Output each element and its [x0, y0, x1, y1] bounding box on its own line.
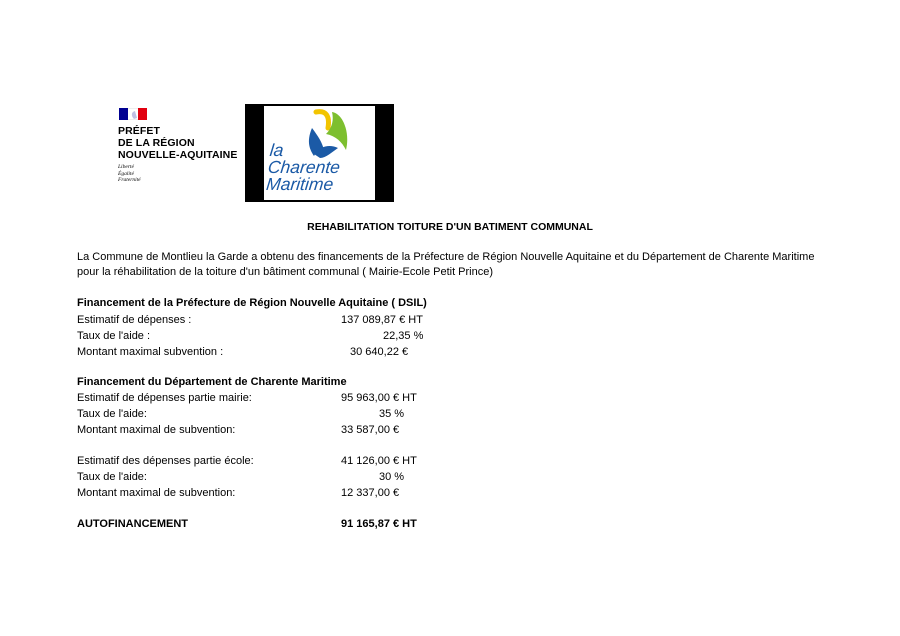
autofinancement-label: AUTOFINANCEMENT [77, 518, 189, 530]
section-prefecture-heading: Financement de la Préfecture de Région Nouvelle Aquitaine ( DSIL) [77, 297, 427, 309]
cm-line-3: Maritime [265, 174, 335, 194]
s2-montant-ecole-value: 12 337,00 € [341, 487, 400, 499]
s1-estimatif-label: Estimatif de dépenses : [77, 314, 192, 326]
prefet-devise [118, 164, 141, 184]
autofinancement-value: 91 165,87 € HT [341, 518, 417, 530]
s2-montant-mairie-label: Montant maximal de subvention: [77, 424, 236, 436]
prefet-logo [113, 104, 241, 204]
charente-maritime-wordmark [265, 142, 342, 193]
prefet-line-3: NOUVELLE-AQUITAINE [118, 149, 238, 161]
s2-estimatif-ecole-label: Estimatif des dépenses partie école: [77, 455, 254, 467]
s1-taux-label: Taux de l'aide : [77, 330, 151, 342]
section-departement-heading: Financement du Département de Charente Maritime [77, 376, 347, 388]
s1-montant-label: Montant maximal subvention : [77, 346, 224, 358]
prefet-line-1: PRÉFET [118, 125, 161, 137]
devise-egalite: Égalité [118, 170, 134, 177]
s2-taux-ecole-value: 30 % [379, 471, 405, 483]
s2-montant-ecole-label: Montant maximal de subvention: [77, 487, 236, 499]
charente-maritime-logo [245, 104, 394, 202]
document-title: REHABILITATION TOITURE D'UN BATIMENT COMMUNAL [307, 221, 593, 233]
cm-line-2: Charente [267, 157, 342, 177]
s2-estimatif-mairie-value: 95 963,00 € HT [341, 392, 417, 404]
french-flag-icon [119, 108, 147, 120]
s1-montant-value: 30 640,22 € [350, 346, 409, 358]
s2-montant-mairie-value: 33 587,00 € [341, 424, 400, 436]
cm-line-1: la [268, 140, 285, 160]
s1-taux-value: 22,35 % [383, 330, 424, 342]
prefet-line-2: DE LA RÉGION [118, 137, 195, 149]
s2-estimatif-ecole-value: 41 126,00 € HT [341, 455, 417, 467]
s2-taux-mairie-value: 35 % [379, 408, 405, 420]
devise-fraternite: Fraternité [118, 177, 141, 183]
s2-taux-ecole-label: Taux de l'aide: [77, 471, 147, 483]
prefet-title [118, 125, 237, 161]
intro-paragraph: La Commune de Montlieu la Garde a obtenu des financements de la Préfecture de Région Nouvelle Aquitaine et du Département de Charente Maritime pour la réhabilitation de la toiture d'un bâtiment communal ( Mairie-Ecole Petit Prince) [77, 251, 815, 278]
s2-taux-mairie-label: Taux de l'aide: [77, 408, 147, 420]
s2-estimatif-mairie-label: Estimatif de dépenses partie mairie: [77, 392, 252, 404]
devise-liberte: Liberté [118, 164, 134, 170]
s1-estimatif-value: 137 089,87 € HT [341, 314, 423, 326]
marianne-icon [128, 109, 138, 121]
